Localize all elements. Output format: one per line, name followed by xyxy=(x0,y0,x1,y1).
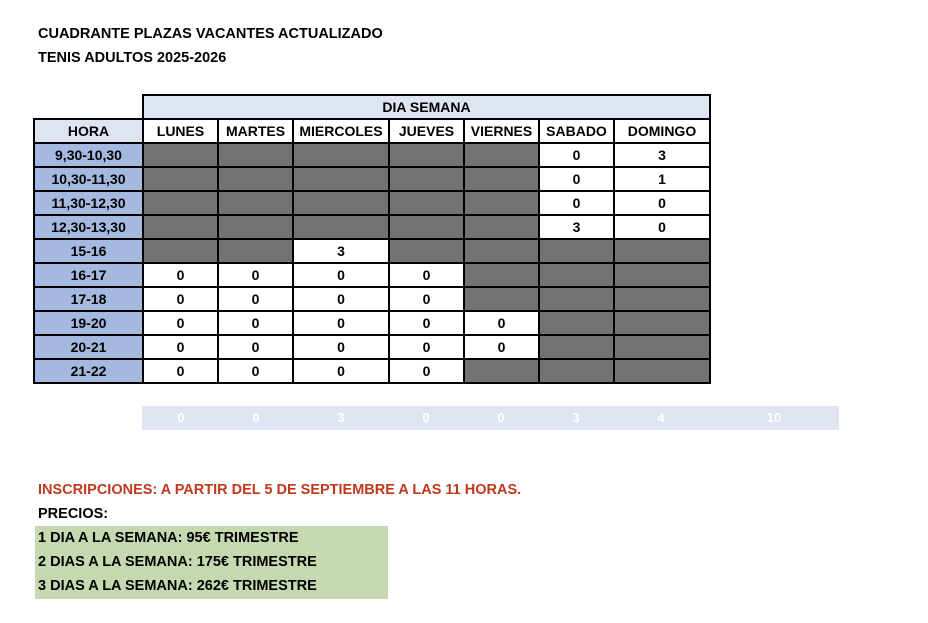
day-group-header: DIA SEMANA xyxy=(143,95,710,119)
unavailable-cell xyxy=(218,143,293,167)
empty-corner xyxy=(34,95,143,119)
day-total: 0 xyxy=(422,410,430,425)
day-header: MARTES xyxy=(218,119,293,143)
vacancy-cell: 0 xyxy=(293,263,389,287)
vacancy-cell: 0 xyxy=(293,287,389,311)
unavailable-cell xyxy=(218,167,293,191)
price-list xyxy=(35,526,388,599)
vacancy-cell: 0 xyxy=(218,263,293,287)
day-header: SABADO xyxy=(539,119,614,143)
vacancy-cell: 0 xyxy=(389,287,464,311)
page-title: CUADRANTE PLAZAS VACANTES ACTUALIZADO xyxy=(38,26,383,42)
price-item: 2 DIAS A LA SEMANA: 175€ TRIMESTRE xyxy=(38,554,317,570)
vacancy-cell: 0 xyxy=(218,287,293,311)
vacancy-cell: 0 xyxy=(389,311,464,335)
hour-cell: 9,30-10,30 xyxy=(34,143,143,167)
day-header: DOMINGO xyxy=(614,119,710,143)
price-item: 1 DIA A LA SEMANA: 95€ TRIMESTRE xyxy=(38,530,299,546)
unavailable-cell xyxy=(389,239,464,263)
vacancy-cell: 0 xyxy=(218,311,293,335)
vacancy-cell: 0 xyxy=(539,143,614,167)
unavailable-cell xyxy=(218,239,293,263)
unavailable-cell xyxy=(143,167,218,191)
vacancy-cell: 0 xyxy=(389,263,464,287)
day-total: 0 xyxy=(177,410,185,425)
unavailable-cell xyxy=(539,263,614,287)
unavailable-cell xyxy=(293,167,389,191)
day-header-row xyxy=(34,119,710,143)
unavailable-cell xyxy=(464,239,539,263)
day-header: VIERNES xyxy=(464,119,539,143)
vacancy-cell: 0 xyxy=(464,311,539,335)
hour-cell: 17-18 xyxy=(34,287,143,311)
precios-label: PRECIOS: xyxy=(38,506,109,522)
table-row xyxy=(34,239,710,263)
day-total: 0 xyxy=(497,410,505,425)
unavailable-cell xyxy=(143,215,218,239)
unavailable-cell xyxy=(389,191,464,215)
inscripciones-notice: INSCRIPCIONES: A PARTIR DEL 5 DE SEPTIEMBRE A LAS 11 HORAS. xyxy=(38,482,522,498)
unavailable-cell xyxy=(143,191,218,215)
hour-cell: 10,30-11,30 xyxy=(34,167,143,191)
unavailable-cell xyxy=(464,359,539,383)
vacancy-table xyxy=(33,94,711,384)
page-subtitle: TENIS ADULTOS 2025-2026 xyxy=(38,50,227,66)
unavailable-cell xyxy=(539,239,614,263)
vacancy-cell: 1 xyxy=(614,167,710,191)
unavailable-cell xyxy=(614,335,710,359)
table-row xyxy=(34,263,710,287)
vacancy-cell: 0 xyxy=(143,311,218,335)
vacancy-cell: 0 xyxy=(143,335,218,359)
unavailable-cell xyxy=(614,359,710,383)
day-header: LUNES xyxy=(143,119,218,143)
vacancy-cell: 0 xyxy=(539,167,614,191)
totals-row xyxy=(142,406,839,430)
unavailable-cell xyxy=(293,191,389,215)
vacancy-cell: 0 xyxy=(389,335,464,359)
vacancy-cell: 0 xyxy=(293,311,389,335)
hour-cell: 15-16 xyxy=(34,239,143,263)
unavailable-cell xyxy=(389,167,464,191)
table-row xyxy=(34,215,710,239)
day-total: 0 xyxy=(252,410,260,425)
table-row xyxy=(34,287,710,311)
unavailable-cell xyxy=(143,239,218,263)
table-row xyxy=(34,167,710,191)
day-total: 4 xyxy=(657,410,665,425)
table-row xyxy=(34,143,710,167)
vacancy-cell: 3 xyxy=(614,143,710,167)
unavailable-cell xyxy=(464,191,539,215)
price-item: 3 DIAS A LA SEMANA: 262€ TRIMESTRE xyxy=(38,578,317,594)
unavailable-cell xyxy=(614,239,710,263)
unavailable-cell xyxy=(389,215,464,239)
vacancy-cell: 0 xyxy=(614,215,710,239)
vacancy-cell: 0 xyxy=(218,359,293,383)
day-header: MIERCOLES xyxy=(293,119,389,143)
grand-total: 10 xyxy=(766,410,782,425)
unavailable-cell xyxy=(389,143,464,167)
unavailable-cell xyxy=(464,263,539,287)
vacancy-cell: 0 xyxy=(143,359,218,383)
vacancy-cell: 0 xyxy=(293,359,389,383)
vacancy-cell: 0 xyxy=(464,335,539,359)
hour-cell: 11,30-12,30 xyxy=(34,191,143,215)
vacancy-cell: 0 xyxy=(293,335,389,359)
vacancy-cell: 0 xyxy=(143,287,218,311)
group-header-row xyxy=(34,95,710,119)
hour-cell: 20-21 xyxy=(34,335,143,359)
day-total: 3 xyxy=(572,410,580,425)
table-row xyxy=(34,359,710,383)
unavailable-cell xyxy=(464,143,539,167)
unavailable-cell xyxy=(614,287,710,311)
vacancy-cell: 0 xyxy=(389,359,464,383)
vacancy-cell: 3 xyxy=(539,215,614,239)
hour-cell: 16-17 xyxy=(34,263,143,287)
table-row xyxy=(34,191,710,215)
day-header: JUEVES xyxy=(389,119,464,143)
unavailable-cell xyxy=(614,263,710,287)
hour-cell: 21-22 xyxy=(34,359,143,383)
vacancy-cell: 0 xyxy=(218,335,293,359)
unavailable-cell xyxy=(293,143,389,167)
vacancy-cell: 0 xyxy=(614,191,710,215)
unavailable-cell xyxy=(143,143,218,167)
table-row xyxy=(34,311,710,335)
vacancy-cell: 0 xyxy=(143,263,218,287)
hour-cell: 12,30-13,30 xyxy=(34,215,143,239)
hour-cell: 19-20 xyxy=(34,311,143,335)
unavailable-cell xyxy=(218,191,293,215)
unavailable-cell xyxy=(464,215,539,239)
unavailable-cell xyxy=(539,335,614,359)
hour-column-header: HORA xyxy=(34,119,143,143)
table-row xyxy=(34,335,710,359)
vacancy-cell: 3 xyxy=(293,239,389,263)
unavailable-cell xyxy=(293,215,389,239)
unavailable-cell xyxy=(614,311,710,335)
day-total: 3 xyxy=(337,410,345,425)
unavailable-cell xyxy=(218,215,293,239)
unavailable-cell xyxy=(464,167,539,191)
unavailable-cell xyxy=(539,287,614,311)
unavailable-cell xyxy=(539,311,614,335)
unavailable-cell xyxy=(464,287,539,311)
unavailable-cell xyxy=(539,359,614,383)
vacancy-cell: 0 xyxy=(539,191,614,215)
